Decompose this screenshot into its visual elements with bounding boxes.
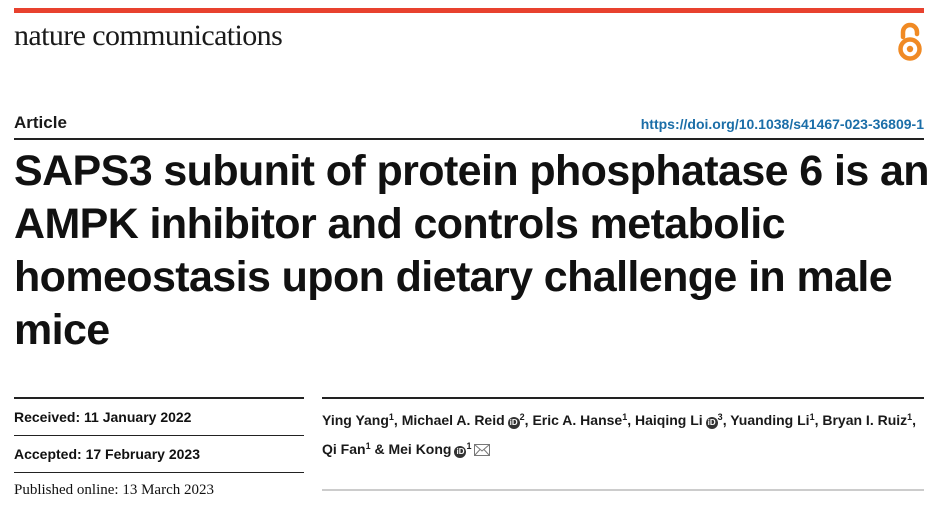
author-name-text[interactable]: Bryan I. Ruiz bbox=[822, 412, 908, 428]
open-access-icon[interactable] bbox=[895, 20, 925, 62]
published-label: Published online: bbox=[14, 482, 119, 498]
affiliation-number[interactable]: 3 bbox=[717, 412, 723, 422]
publication-dates bbox=[14, 397, 304, 507]
author-name[interactable] bbox=[322, 412, 394, 428]
authors-divider bbox=[322, 397, 924, 399]
author-name-text[interactable]: Qi Fan bbox=[322, 441, 366, 457]
affiliation-number[interactable]: 2 bbox=[519, 412, 525, 422]
affiliation-number[interactable]: 1 bbox=[907, 412, 913, 422]
journal-name[interactable]: nature communications bbox=[14, 19, 283, 52]
author-name-text[interactable]: Haiqing Li bbox=[635, 412, 703, 428]
published-date bbox=[14, 473, 304, 507]
author-name[interactable] bbox=[402, 412, 525, 428]
author-name-text[interactable]: Ying Yang bbox=[322, 412, 389, 428]
header-divider bbox=[14, 138, 924, 140]
affiliation-number[interactable]: 1 bbox=[809, 412, 815, 422]
article-title: SAPS3 subunit of protein phosphatase 6 is an AMPK inhibitor and controls metabolic homeostasis upon dietary challenge in male mice bbox=[14, 147, 929, 354]
author-name[interactable] bbox=[322, 441, 371, 457]
affiliation-number[interactable]: 1 bbox=[365, 441, 371, 451]
author-name-text[interactable]: Yuanding Li bbox=[730, 412, 810, 428]
orcid-icon[interactable]: iD bbox=[707, 418, 716, 427]
author-name[interactable] bbox=[822, 412, 912, 428]
received-value: 11 January 2022 bbox=[84, 409, 192, 425]
abstract-start-rule bbox=[322, 489, 924, 491]
author-list: Ying Yang$^1$, Michael A. Reid $iD^2$, Eric A. Hanse$^1$, Haiqing Li $iD^3$, Yuanding Li$^1$, Bryan I. Ruiz$^1$, Qi Fan$^1$ & Mei Kong $iD^1$ bbox=[322, 412, 917, 457]
author-name[interactable] bbox=[388, 441, 490, 457]
orcid-icon[interactable]: iD bbox=[456, 447, 465, 456]
top-accent-rule bbox=[14, 8, 924, 13]
doi-link[interactable]: https://doi.org/10.1038/s41467-023-36809-1 bbox=[640, 116, 924, 132]
received-date bbox=[14, 399, 304, 435]
author-name-text[interactable]: Eric A. Hanse bbox=[532, 412, 623, 428]
orcid-icon[interactable]: iD bbox=[509, 418, 518, 427]
author-name-text[interactable]: Michael A. Reid bbox=[401, 412, 505, 428]
author-name[interactable] bbox=[532, 412, 627, 428]
email-icon[interactable] bbox=[474, 444, 490, 456]
published-value: 13 March 2023 bbox=[122, 482, 214, 498]
accepted-value: 17 February 2023 bbox=[85, 446, 200, 462]
received-label: Received: bbox=[14, 409, 81, 425]
affiliation-number[interactable]: 1 bbox=[388, 412, 394, 422]
accepted-date bbox=[14, 436, 304, 472]
author-name[interactable] bbox=[730, 412, 814, 428]
accepted-label: Accepted: bbox=[14, 446, 82, 462]
affiliation-number[interactable]: 1 bbox=[622, 412, 628, 422]
author-name[interactable] bbox=[635, 412, 723, 428]
author-name-text[interactable]: Mei Kong bbox=[388, 441, 452, 457]
affiliation-number[interactable]: 1 bbox=[466, 441, 472, 451]
article-type-label: Article bbox=[14, 113, 67, 132]
